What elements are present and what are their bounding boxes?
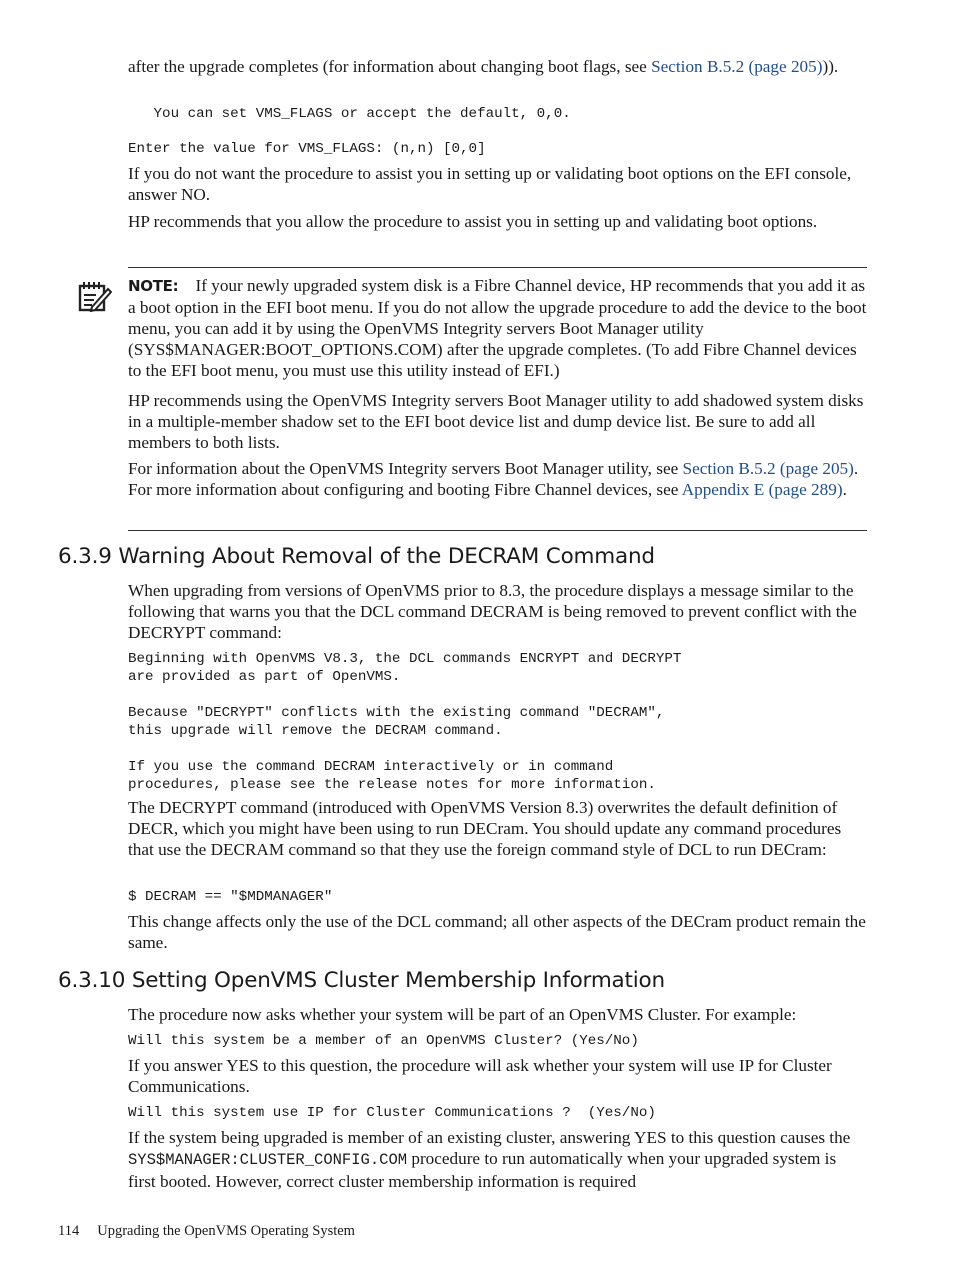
paragraph: after the upgrade completes (for information about changing boot flags, see Section B.5.2 (page 205))). xyxy=(128,57,839,76)
note-bottom-rule xyxy=(128,530,867,531)
note-paragraph: For information about the OpenVMS Integrity servers Boot Manager utility, see Section B.5.2 (page 205). For more information about configuring and booting Fibre Channel devices, see Appendix E (page 289). xyxy=(128,459,859,499)
note-paragraph: NOTE: If your newly upgraded system disk is a Fibre Channel device, HP recommends that you add it as a boot option in the EFI boot menu. If you do not allow the upgrade procedure to add the device to the boot menu, you can add it by using the OpenVMS Integrity servers Boot Manager utility (SYS$MANAGER:BOOT_OPTIONS.COM) after the upgrade completes. (To add Fibre Channel devices to the EFI boot menu, you must use this utility instead of EFI.) xyxy=(128,276,867,380)
code-line: Will this system use IP for Cluster Communications ? (Yes/No) xyxy=(128,1105,656,1121)
paragraph-block xyxy=(128,1004,868,1025)
paragraph: This change affects only the use of the DCL command; all other aspects of the DECram product remain the same. xyxy=(128,912,866,952)
paragraph: If you answer YES to this question, the procedure will ask whether your system will use IP for Cluster Communications. xyxy=(128,1056,832,1096)
note-paragraph-block xyxy=(128,390,868,453)
code-line: $ DECRAM == "$MDMANAGER" xyxy=(128,889,333,905)
footer-title: Upgrading the OpenVMS Operating System xyxy=(97,1223,355,1239)
note-top-rule xyxy=(128,267,867,268)
paragraph: The procedure now asks whether your system will be part of an OpenVMS Cluster. For example: xyxy=(128,1005,797,1024)
intro-block xyxy=(128,56,868,77)
paragraph: The DECRYPT command (introduced with OpenVMS Version 8.3) overwrites the default definition of DECR, which you might have been using to run DECram. You should update any command procedures that use the DECRAM command so that they use the foreign command style of DCL to run DECram: xyxy=(128,798,842,859)
section-heading: 6.3.10 Setting OpenVMS Cluster Membership Information xyxy=(58,968,665,993)
paragraph-block xyxy=(128,1055,868,1097)
page-footer xyxy=(58,1222,355,1240)
appendix-e-link[interactable]: Appendix E (page 289) xyxy=(681,480,843,499)
page-number: 114 xyxy=(58,1223,80,1239)
paragraph-block xyxy=(128,211,868,232)
paragraph-block xyxy=(128,163,868,205)
section-heading: 6.3.9 Warning About Removal of the DECRAM Command xyxy=(58,544,655,569)
code-line: Enter the value for VMS_FLAGS: (n,n) [0,0] xyxy=(128,141,486,157)
paragraph: If the system being upgraded is member of an existing cluster, answering YES to this question causes the SYS$MANAGER:CLUSTER_CONFIG.COM procedure to run automatically when your upgraded system is first booted. However, correct cluster membership information is required xyxy=(128,1128,851,1191)
paragraph-block xyxy=(128,911,868,953)
note-paragraph: HP recommends using the OpenVMS Integrity servers Boot Manager utility to add shadowed system disks in a multiple-member shadow set to the EFI boot device list and dump device list. Be sure to add all members to both lists. xyxy=(128,391,864,452)
paragraph: HP recommends that you allow the procedure to assist you in setting up and validating boot options. xyxy=(128,212,818,231)
paragraph-block xyxy=(128,797,868,860)
note-paragraph-block xyxy=(128,458,868,500)
code-line: You can set VMS_FLAGS or accept the default, 0,0. xyxy=(128,106,571,122)
paragraph-block xyxy=(128,1127,868,1192)
paragraph: When upgrading from versions of OpenVMS prior to 8.3, the procedure displays a message similar to the following that warns you that the DCL command DECRAM is being removed to prevent conflict with the DECRYPT command: xyxy=(128,581,857,642)
note-pencil-icon xyxy=(78,280,112,312)
section-b52-link[interactable]: Section B.5.2 (page 205) xyxy=(682,459,854,478)
inline-code: SYS$MANAGER:CLUSTER_CONFIG.COM xyxy=(128,1151,408,1169)
note-box xyxy=(128,275,868,381)
code-line: Will this system be a member of an OpenVMS Cluster? (Yes/No) xyxy=(128,1033,639,1049)
code-block: Beginning with OpenVMS V8.3, the DCL commands ENCRYPT and DECRYPT are provided as part of OpenVMS. Because "DECRYPT" conflicts with the existing command "DECRAM", this upgrade will remove the DECRAM command. If you use the command DECRAM interactively or in command procedures, please see the release notes for more information. xyxy=(128,651,682,793)
paragraph-block xyxy=(128,580,868,643)
paragraph: If you do not want the procedure to assist you in setting up or validating boot options on the EFI console, answer NO. xyxy=(128,164,852,204)
section-b52-link[interactable]: Section B.5.2 (page 205) xyxy=(651,57,823,76)
note-label: NOTE: xyxy=(128,277,179,295)
